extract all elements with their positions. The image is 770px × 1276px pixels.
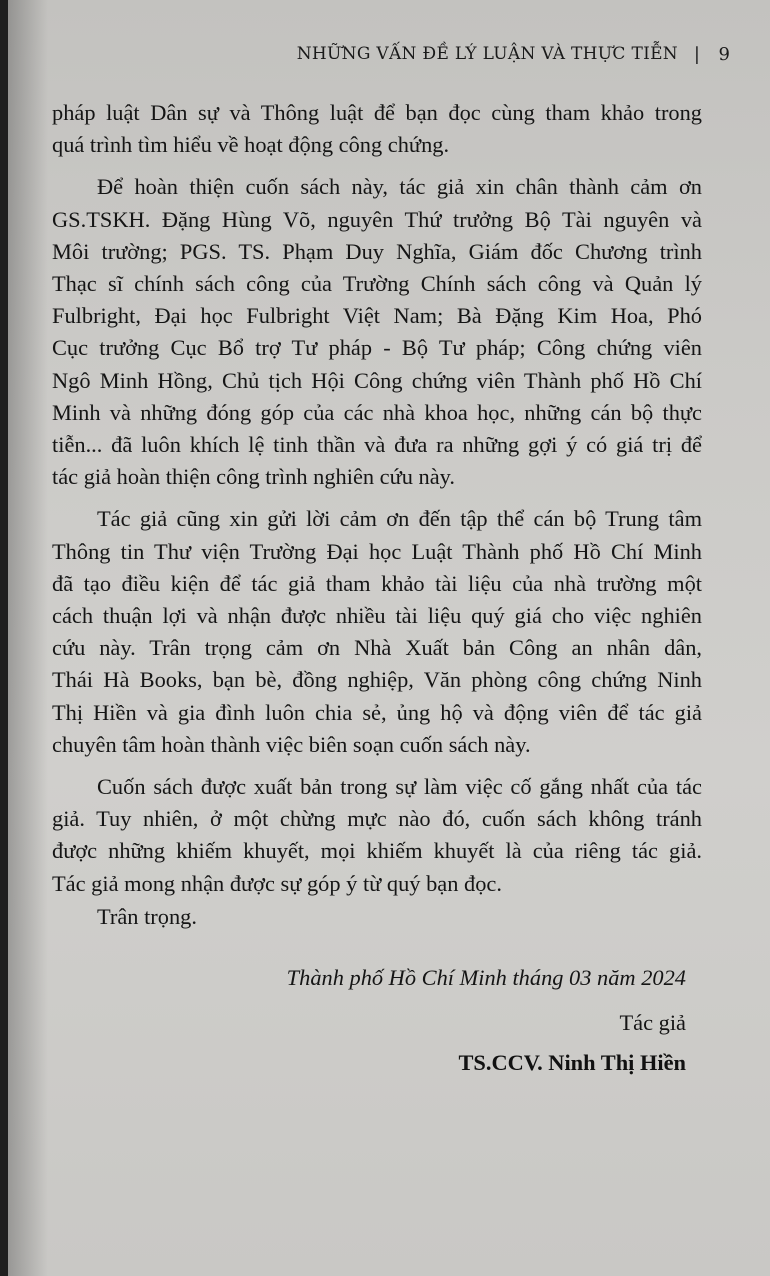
place-date: Thành phố Hồ Chí Minh tháng 03 năm 2024 bbox=[286, 965, 686, 990]
text-line: đã tạo điều kiện để tác giả tham khảo tài liệu của nhà trường một bbox=[52, 570, 702, 596]
text-line: Minh và những đóng góp của các nhà khoa học, những cán bộ thực bbox=[52, 399, 702, 425]
text-line: Ngô Minh Hồng, Chủ tịch Hội Công chứng viên Thành phố Hồ Chí bbox=[52, 367, 702, 393]
text-line: Tác giả mong nhận được sự góp ý từ quý bạn đọc. bbox=[52, 870, 502, 896]
text-line: Thạc sĩ chính sách công của Trường Chính sách công và Quản lý bbox=[52, 271, 702, 297]
paragraph bbox=[52, 97, 702, 161]
text-line: pháp luật Dân sự và Thông luật để bạn đọc cùng tham khảo trong bbox=[52, 100, 702, 125]
running-head: NHỮNG VẤN ĐỀ LÝ LUẬN VÀ THỰC TIỄN bbox=[296, 44, 678, 64]
body-text bbox=[52, 97, 702, 910]
text-line: Thị Hiền và gia đình luôn chia sẻ, ủng hộ và động viên để tác giả bbox=[52, 699, 702, 725]
author-name: TS.CCV. Ninh Thị Hiền bbox=[458, 1050, 686, 1075]
text-line: Để hoàn thiện cuốn sách này, tác giả xin chân thành cảm ơn bbox=[97, 174, 702, 200]
text-line: được những khiếm khuyết, mọi khiếm khuyết là của riêng tác giả. bbox=[52, 838, 702, 864]
text-line: cách thuận lợi và nhận được nhiều tài liệu quý giá cho việc nghiên bbox=[52, 603, 702, 629]
text-line: Tác giả cũng xin gửi lời cảm ơn đến tập thể cán bộ Trung tâm bbox=[97, 506, 702, 532]
text-line: Cuốn sách được xuất bản trong sự làm việc cố gắng nhất của tác bbox=[97, 774, 702, 800]
text-line: Fulbright, Đại học Fulbright Việt Nam; Bà Đặng Kim Hoa, Phó bbox=[52, 303, 702, 329]
author-role: Tác giả bbox=[619, 1010, 686, 1035]
page-number: 9 bbox=[718, 44, 730, 65]
page-gutter-shadow bbox=[8, 0, 48, 1276]
text-line: Môi trường; PGS. TS. Phạm Duy Nghĩa, Giám đốc Chương trình bbox=[52, 238, 702, 264]
closing-salutation: Trân trọng. bbox=[97, 904, 197, 929]
text-line: giả. Tuy nhiên, ở một chừng mực nào đó, cuốn sách không tránh bbox=[52, 806, 702, 832]
paragraph bbox=[52, 503, 702, 761]
header-separator: | bbox=[693, 44, 700, 65]
text-line: GS.TSKH. Đặng Hùng Võ, nguyên Thứ trưởng Bộ Tài nguyên và bbox=[52, 206, 702, 232]
text-line: tác giả hoàn thiện công trình nghiên cứu này. bbox=[52, 464, 456, 490]
text-line: cứu này. Trân trọng cảm ơn Nhà Xuất bản Công an nhân dân, bbox=[52, 635, 702, 661]
text-line: Thông tin Thư viện Trường Đại học Luật Thành phố Hồ Chí Minh bbox=[52, 538, 702, 564]
paragraph bbox=[52, 171, 702, 493]
text-line: chuyên tâm hoàn thành việc biên soạn cuốn sách này. bbox=[52, 731, 531, 757]
text-line: tiễn... đã luôn khích lệ tinh thần và đưa ra những gợi ý có giá trị để bbox=[52, 432, 702, 458]
paragraph bbox=[52, 771, 702, 900]
text-line: Thái Hà Books, bạn bè, đồng nghiệp, Văn phòng công chứng Ninh bbox=[52, 667, 702, 693]
book-page bbox=[8, 0, 770, 1276]
text-line: quá trình tìm hiểu về hoạt động công chứng. bbox=[52, 132, 450, 158]
text-line: Cục trưởng Cục Bổ trợ Tư pháp - Bộ Tư pháp; Công chứng viên bbox=[52, 335, 702, 361]
